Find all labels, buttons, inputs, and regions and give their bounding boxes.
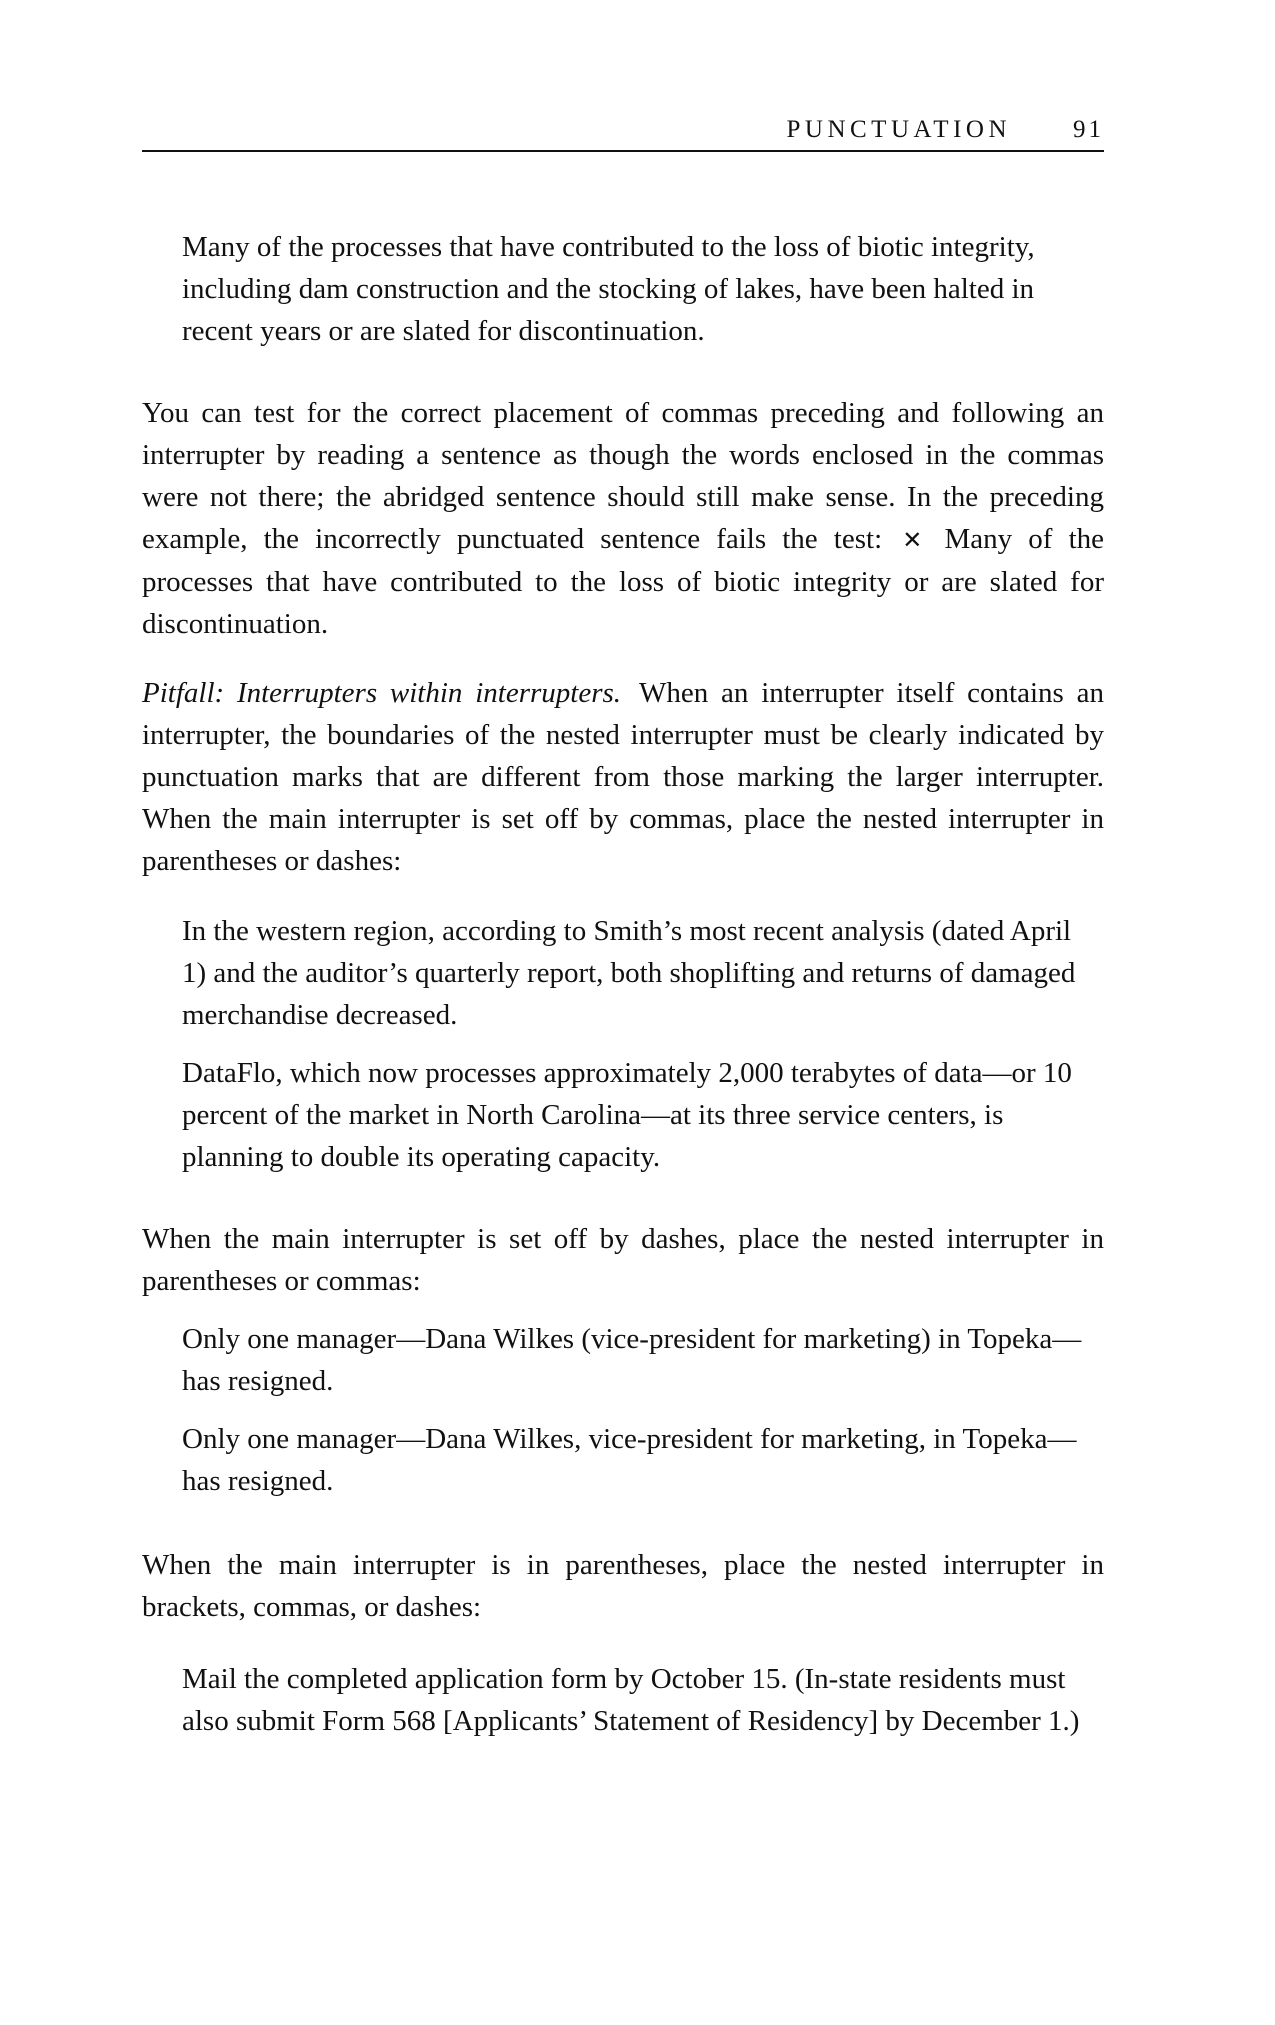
- paragraph-comma-test-example: Many of the processes that have contributed to the loss of biotic integrity or are slated for discontinuation.: [142, 523, 1104, 640]
- section-title: PUNCTUATION: [786, 116, 1011, 143]
- paragraph-dashes-rule: When the main interrupter is set off by dashes, place the nested interrupter in parentheses or commas:: [142, 1223, 1104, 1297]
- pitfall-text: When an interrupter itself contains an interrupter, the boundaries of the nested interrupter must be clearly indicated by punctuation marks that are different from those marking the larger interrupter. When the main interrupter is set off by commas, place the nested interrupter in parentheses or dashes:: [142, 677, 1104, 877]
- example-western-region: In the western region, according to Smith’s most recent analysis (dated April 1) and the auditor’s quarterly report, both shoplifting and returns of damaged merchandise decreased.: [182, 915, 1076, 1031]
- pitfall-heading: Pitfall: Interrupters within interrupters.: [142, 677, 622, 709]
- example-application-form: Mail the completed application form by October 15. (In-state residents must also submit Form 568 [Applicants’ Statement of Residency] by December 1.): [182, 1663, 1080, 1737]
- example-biotic-integrity: Many of the processes that have contributed to the loss of biotic integrity, including dam construction and the stocking of lakes, have been halted in recent years or are slated for discontinuation.: [182, 231, 1035, 347]
- incorrect-x-icon: ✕: [902, 526, 923, 554]
- running-head: [142, 108, 1104, 152]
- page-number: 91: [1073, 116, 1104, 143]
- pitfall-paragraph: [142, 672, 1104, 882]
- paragraph-comma-test: [142, 392, 1104, 645]
- example-dataflo: DataFlo, which now processes approximately 2,000 terabytes of data—or 10 percent of the market in North Carolina—at its three service centers, is planning to double its operating capacity.: [182, 1057, 1072, 1173]
- example-manager-commas: Only one manager—Dana Wilkes, vice-president for marketing, in Topeka—has resigned.: [182, 1423, 1077, 1497]
- paragraph-comma-test-lead: You can test for the correct placement of commas preceding and following an interrupter by reading a sentence as though the words enclosed in the commas were not there; the abridged sentence should still make sense. In the preceding example, the incorrectly punctuated sentence fails the test:: [142, 397, 1104, 555]
- example-manager-parentheses: Only one manager—Dana Wilkes (vice-president for marketing) in Topeka—has resigned.: [182, 1323, 1082, 1397]
- paragraph-parentheses-rule: When the main interrupter is in parentheses, place the nested interrupter in brackets, commas, or dashes:: [142, 1549, 1104, 1623]
